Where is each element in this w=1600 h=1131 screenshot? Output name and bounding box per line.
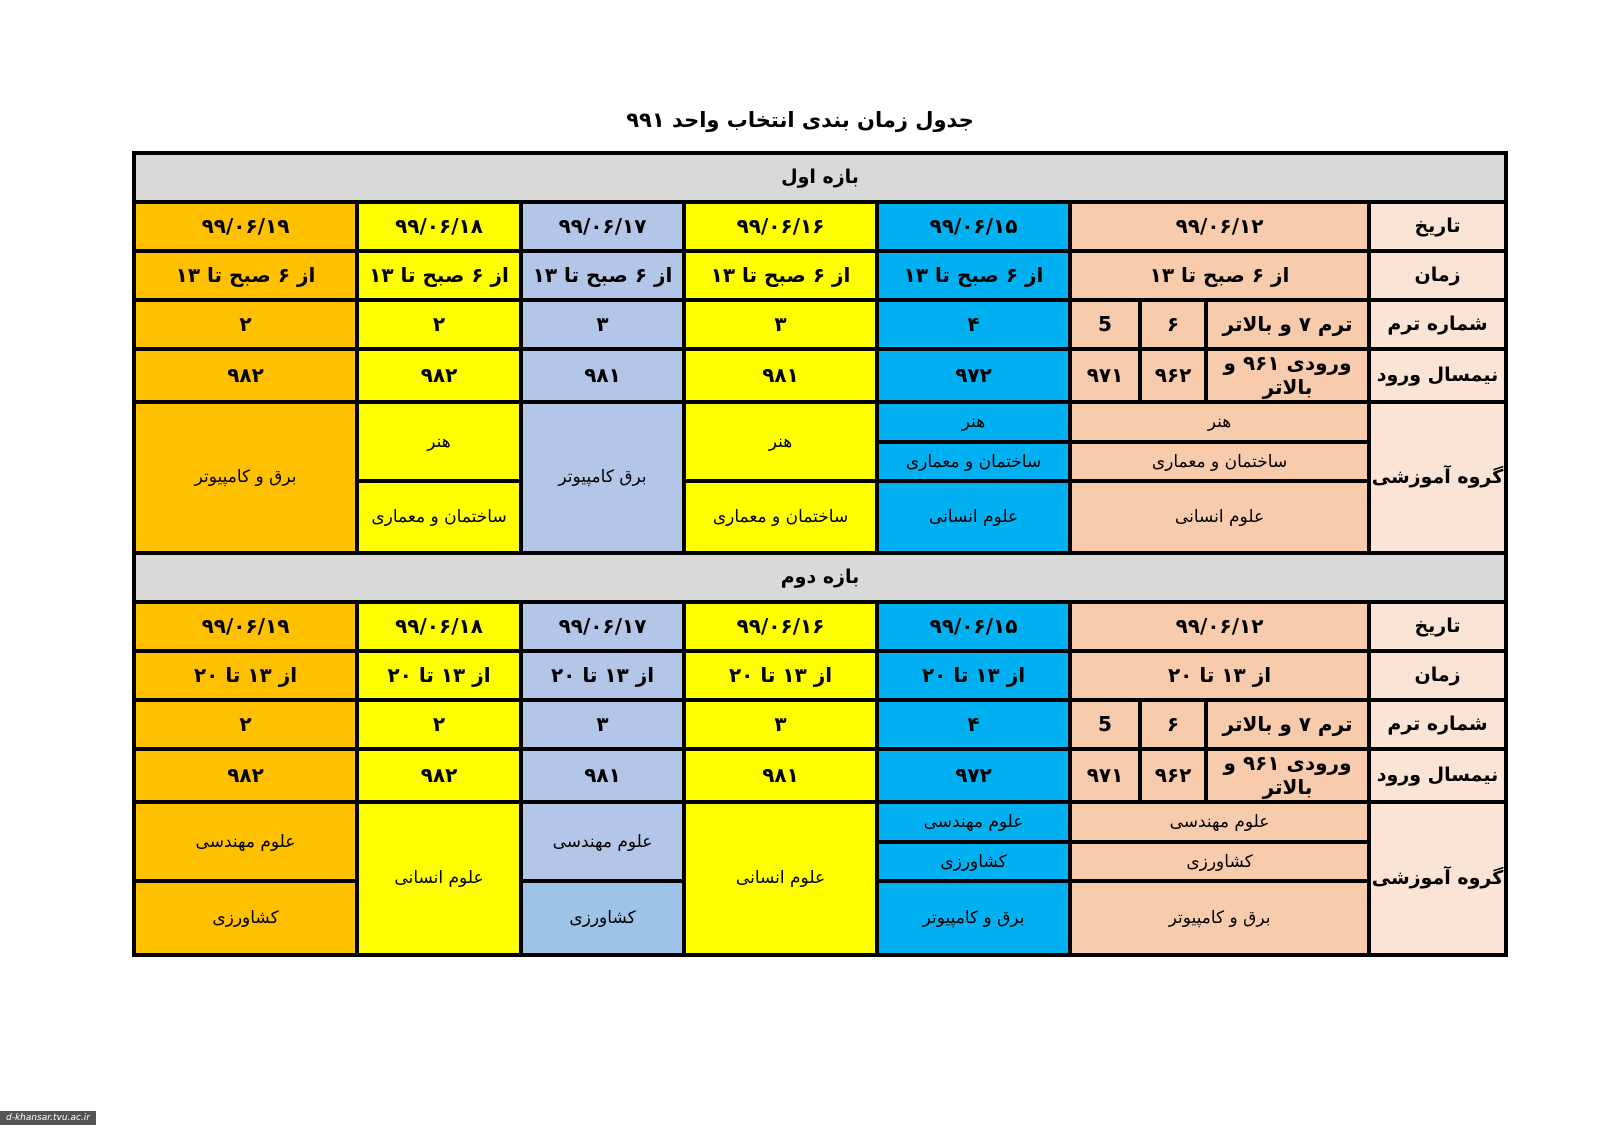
p2-group-col1-c: برق و کامپیوتر	[1070, 881, 1369, 955]
p1-group-col2-c: علوم انسانی	[877, 481, 1070, 552]
row-label-group: گروه آموزشی	[1369, 802, 1506, 955]
p1-group-col6-a: برق و کامپیوتر	[134, 402, 357, 553]
p2-term-6: ۶	[1140, 700, 1206, 749]
p2-term-7plus: ترم ۷ و بالاتر	[1206, 700, 1369, 749]
p2-entry-971: ۹۷۱	[1070, 749, 1140, 802]
p1-time-col1: از ۶ صبح تا ۱۳	[1070, 251, 1369, 300]
p1-group-col1-a: هنر	[1070, 402, 1369, 442]
p1-entry-962: ۹۶۲	[1140, 349, 1206, 402]
p1-term-col6: ۲	[134, 300, 357, 349]
p2-group-col6-a: علوم مهندسی	[134, 802, 357, 882]
p1-time-col2: از ۶ صبح تا ۱۳	[877, 251, 1070, 300]
period-2-header: بازه دوم	[134, 553, 1506, 602]
p1-group-col2-a: هنر	[877, 402, 1070, 442]
p1-group-col4-a: برق کامپیوتر	[521, 402, 684, 553]
p2-time-col5: از ۱۳ تا ۲۰	[357, 651, 521, 700]
p1-date-col1: ۹۹/۰۶/۱۲	[1070, 202, 1369, 251]
p2-date-col5: ۹۹/۰۶/۱۸	[357, 602, 521, 651]
p1-group-col5-b: ساختمان و معماری	[357, 481, 521, 552]
p2-date-col1: ۹۹/۰۶/۱۲	[1070, 602, 1369, 651]
p2-term-col6: ۲	[134, 700, 357, 749]
p2-date-col2: ۹۹/۰۶/۱۵	[877, 602, 1070, 651]
p2-date-col3: ۹۹/۰۶/۱۶	[684, 602, 877, 651]
p1-group-col5-a: هنر	[357, 402, 521, 482]
row-label-date: تاریخ	[1369, 602, 1506, 651]
p1-entry-971: ۹۷۱	[1070, 349, 1140, 402]
p2-date-col6: ۹۹/۰۶/۱۹	[134, 602, 357, 651]
row-label-term: شماره ترم	[1369, 300, 1506, 349]
p2-time-col2: از ۱۳ تا ۲۰	[877, 651, 1070, 700]
p1-date-col4: ۹۹/۰۶/۱۷	[521, 202, 684, 251]
p1-entry-col2: ۹۷۲	[877, 349, 1070, 402]
p2-term-col4: ۳	[521, 700, 684, 749]
p1-entry-col6: ۹۸۲	[134, 349, 357, 402]
p1-date-col5: ۹۹/۰۶/۱۸	[357, 202, 521, 251]
p2-term-col5: ۲	[357, 700, 521, 749]
p2-group-col5-a: علوم انسانی	[357, 802, 521, 955]
p2-entry-col5: ۹۸۲	[357, 749, 521, 802]
p1-group-col1-c: علوم انسانی	[1070, 481, 1369, 552]
p2-term-col3: ۳	[684, 700, 877, 749]
p1-term-5: 5	[1070, 300, 1140, 349]
p2-time-col3: از ۱۳ تا ۲۰	[684, 651, 877, 700]
p1-group-col2-b: ساختمان و معماری	[877, 442, 1070, 482]
p2-entry-col3: ۹۸۱	[684, 749, 877, 802]
schedule-table	[132, 151, 1504, 957]
p2-entry-col6: ۹۸۲	[134, 749, 357, 802]
row-label-time: زمان	[1369, 251, 1506, 300]
row-label-entry: نیمسال ورود	[1369, 349, 1506, 402]
p2-group-col6-b: کشاورزی	[134, 881, 357, 955]
p2-entry-col2: ۹۷۲	[877, 749, 1070, 802]
p2-time-col1: از ۱۳ تا ۲۰	[1070, 651, 1369, 700]
p2-group-col2-a: علوم مهندسی	[877, 802, 1070, 842]
p2-group-col3-a: علوم انسانی	[684, 802, 877, 955]
p2-time-col6: از ۱۳ تا ۲۰	[134, 651, 357, 700]
period-1-header: بازه اول	[134, 153, 1506, 202]
p1-term-col4: ۳	[521, 300, 684, 349]
p1-entry-961: ورودی ۹۶۱ و بالاتر	[1206, 349, 1369, 402]
row-label-date: تاریخ	[1369, 202, 1506, 251]
p2-entry-col4: ۹۸۱	[521, 749, 684, 802]
p1-term-col5: ۲	[357, 300, 521, 349]
row-label-entry: نیمسال ورود	[1369, 749, 1506, 802]
p2-time-col4: از ۱۳ تا ۲۰	[521, 651, 684, 700]
p1-entry-col4: ۹۸۱	[521, 349, 684, 402]
p1-group-col3-b: ساختمان و معماری	[684, 481, 877, 552]
p2-group-col4-b: کشاورزی	[521, 881, 684, 955]
p1-term-col3: ۳	[684, 300, 877, 349]
p2-group-col4-a: علوم مهندسی	[521, 802, 684, 882]
p2-group-col2-b: کشاورزی	[877, 842, 1070, 882]
p1-entry-col3: ۹۸۱	[684, 349, 877, 402]
p1-entry-col5: ۹۸۲	[357, 349, 521, 402]
page-title: جدول زمان بندی انتخاب واحد ۹۹۱	[626, 108, 974, 132]
p1-term-7plus: ترم ۷ و بالاتر	[1206, 300, 1369, 349]
p1-term-6: ۶	[1140, 300, 1206, 349]
p2-term-col2: ۴	[877, 700, 1070, 749]
site-watermark: d-khansar.tvu.ac.ir	[0, 1111, 96, 1125]
p1-group-col3-a: هنر	[684, 402, 877, 482]
p2-entry-962: ۹۶۲	[1140, 749, 1206, 802]
p2-group-col2-c: برق و کامپیوتر	[877, 881, 1070, 955]
p1-time-col3: از ۶ صبح تا ۱۳	[684, 251, 877, 300]
p1-term-col2: ۴	[877, 300, 1070, 349]
p2-term-5: 5	[1070, 700, 1140, 749]
p1-time-col6: از ۶ صبح تا ۱۳	[134, 251, 357, 300]
p1-date-col6: ۹۹/۰۶/۱۹	[134, 202, 357, 251]
row-label-group: گروه آموزشی	[1369, 402, 1506, 553]
p2-date-col4: ۹۹/۰۶/۱۷	[521, 602, 684, 651]
p2-entry-961: ورودی ۹۶۱ و بالاتر	[1206, 749, 1369, 802]
p2-group-col1-b: کشاورزی	[1070, 842, 1369, 882]
p1-date-col3: ۹۹/۰۶/۱۶	[684, 202, 877, 251]
p1-date-col2: ۹۹/۰۶/۱۵	[877, 202, 1070, 251]
p1-time-col5: از ۶ صبح تا ۱۳	[357, 251, 521, 300]
row-label-time: زمان	[1369, 651, 1506, 700]
row-label-term: شماره ترم	[1369, 700, 1506, 749]
p2-group-col1-a: علوم مهندسی	[1070, 802, 1369, 842]
p1-group-col1-b: ساختمان و معماری	[1070, 442, 1369, 482]
p1-time-col4: از ۶ صبح تا ۱۳	[521, 251, 684, 300]
